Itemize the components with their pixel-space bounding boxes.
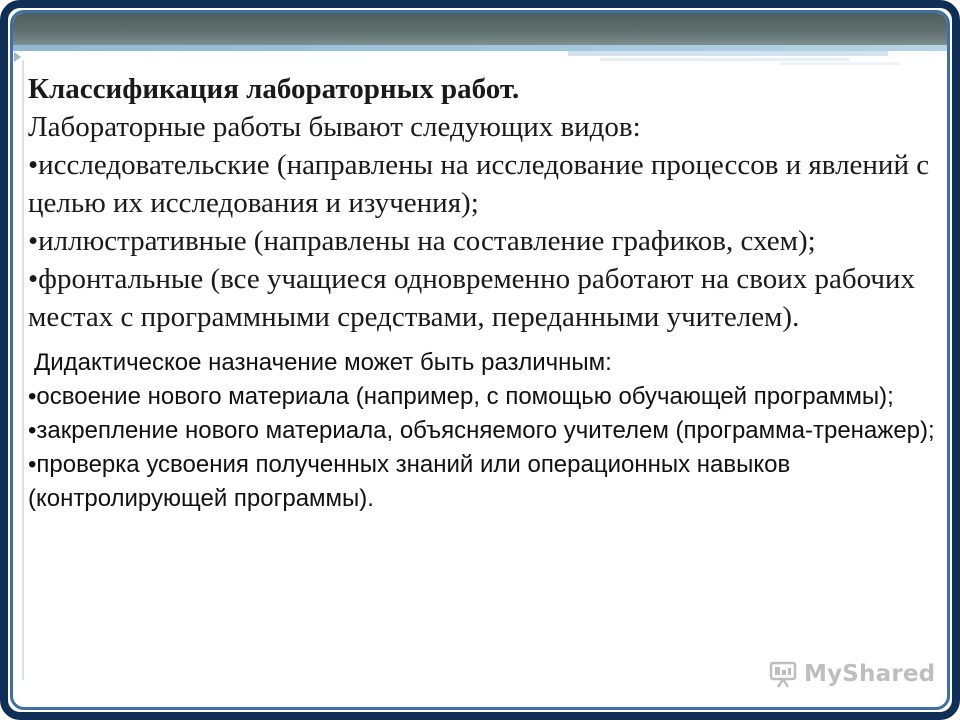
type-item-illustrative: •иллюстративные (направлены на составление графиков, схем);: [28, 225, 816, 257]
didactic-item-reinforcement: •закрепление нового материала, объясняемого учителем (программа-тренажер);: [28, 417, 935, 444]
slide-content: [28, 70, 948, 516]
decorative-stripe: [780, 62, 900, 65]
left-divider: [22, 60, 24, 680]
didactic-intro: Дидактическое назначение может быть различным:: [34, 349, 612, 376]
watermark: [768, 656, 935, 692]
didactic-item-learning: •освоение нового материала (например, с помощью обучающей программы);: [28, 383, 894, 410]
type-item-research: •исследовательские (направлены на исследование процессов и явлений с целью их исследования и изучения);: [28, 149, 930, 219]
type-item-frontal: •фронтальные (все учащиеся одновременно работают на своих рабочих местах с программными средствами, переданными учителем).: [28, 263, 915, 333]
didactic-item-assessment: •проверка усвоения полученных знаний или операционных навыков (контролирующей программы).: [28, 451, 791, 512]
decorative-stripe: [600, 58, 850, 61]
decorative-stripe: [568, 51, 888, 56]
watermark-text: MyShared: [804, 661, 936, 687]
types-intro: Лабораторные работы бывают следующих видов:: [28, 111, 641, 143]
slide-heading: Классификация лабораторных работ.: [28, 73, 520, 105]
didactic-section: [28, 346, 948, 380]
arrow-marker-icon: [14, 52, 21, 62]
title-band: [13, 13, 947, 45]
projector-screen-icon: [768, 659, 798, 689]
